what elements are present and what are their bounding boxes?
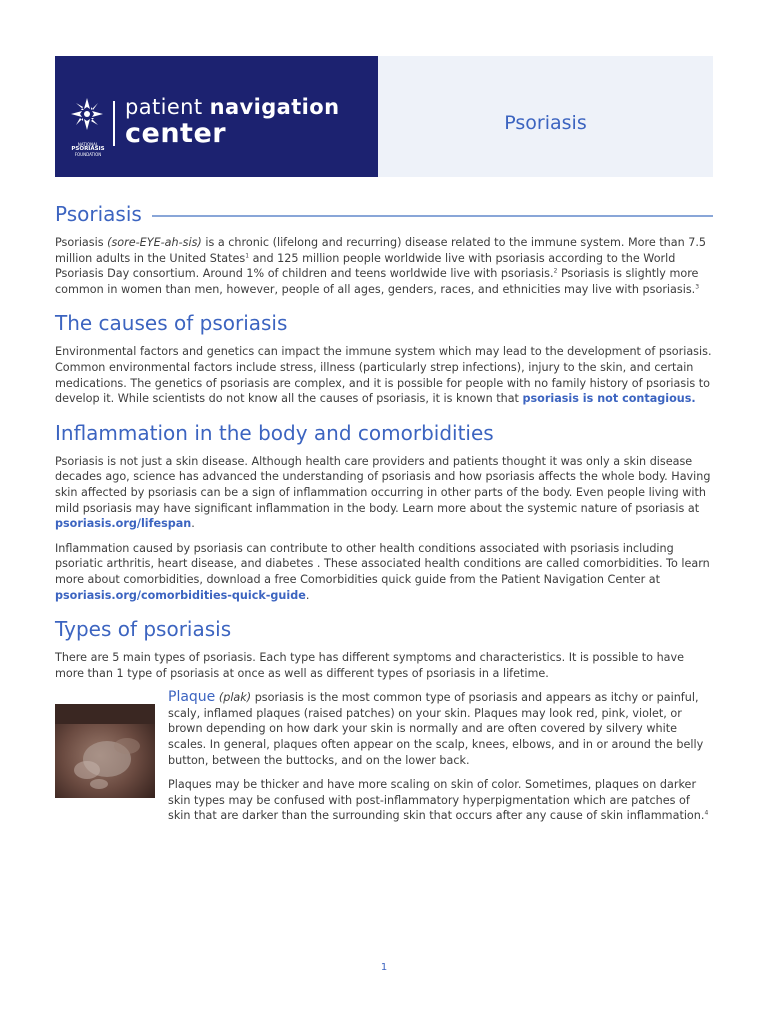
logo-divider <box>113 101 115 146</box>
logo-caption-bottom: FOUNDATION <box>74 152 102 157</box>
plaque-paragraph-1: Plaque (plak) psoriasis is the most common type of psoriasis and appears as itchy or painful, scaly, inflamed plaques (raised patches) on your skin. Plaques may look red, pink, violet, or brown depending on how dark your skin is normally and are often covered by silvery white scales. In general, plaques often appear on the scalp, knees, elbows, and in or around the belly button, between the buttocks, and on the lower back. <box>168 689 704 767</box>
main-content <box>55 202 713 824</box>
causes-paragraph: Environmental factors and genetics can impact the immune system which may lead to the development of psoriasis. Common environmental factors include stress, illness (particularly strep infections), injury to the skin, and certain medications. The genetics of psoriasis are complex, and it is possible for people with no family history of psoriasis to develop it. While scientists do not know all the causes of psoriasis, it is known that psoriasis is not contagious. <box>55 345 712 406</box>
types-intro: There are 5 main types of psoriasis. Each type has different symptoms and characteristics. It is possible to have more than 1 type of psoriasis at once as well as different types of psoriasis in a lifetime. <box>55 651 685 680</box>
footnote-ref: 1 <box>245 251 250 259</box>
logo-caption-top: NATIONAL <box>77 142 99 147</box>
inflammation-heading: Inflammation in the body and comorbidities <box>55 420 494 445</box>
inflammation-paragraph-1: Psoriasis is not just a skin disease. Although health care providers and patients thought it was only a skin disease decades ago, science has advanced the understanding of psoriasis and how psoriasis affects the whole body. Having skin affected by psoriasis can be a sign of inflammation occurring in other parts of the body. Even people living with mild psoriasis may have significant inflammation in the body. Learn more about the systemic nature of psoriasis at psoriasis.org/lifespan. <box>55 454 711 531</box>
page-header <box>55 56 713 177</box>
inflammation-paragraph-2: Inflammation caused by psoriasis can contribute to other health conditions associated with psoriasis including psoriatic arthritis, heart disease, and diabetes . These associated health conditions are called comorbidities. To learn more about comorbidities, download a free Comorbidities quick guide from the Patient Navigation Center at psoriasis.org/comorbidities-quick-guide. <box>55 541 710 602</box>
heading-rule <box>152 215 713 217</box>
plaque-section <box>55 690 713 824</box>
not-contagious-link[interactable]: psoriasis is not contagious. <box>522 392 696 406</box>
intro-heading <box>55 202 713 226</box>
causes-heading: The causes of psoriasis <box>55 311 288 336</box>
footnote-ref: 3 <box>695 283 700 291</box>
brand-word-center: center <box>125 118 227 149</box>
footnote-ref: 2 <box>553 267 558 275</box>
header-title-panel <box>378 56 713 177</box>
brand-word-patient: patient <box>125 95 203 119</box>
footnote-ref: 4 <box>704 809 709 817</box>
logo-caption <box>67 142 109 157</box>
pronunciation: (sore-EYE-ah-sis) <box>107 236 202 249</box>
logo-caption-main: PSORIASIS <box>71 146 105 152</box>
brand-name-line1 <box>125 95 339 119</box>
brand-banner <box>55 56 378 177</box>
brand-word-navigation: navigation <box>209 95 340 119</box>
lifespan-link[interactable]: psoriasis.org/lifespan <box>55 517 192 531</box>
comorbidities-guide-link[interactable]: psoriasis.org/comorbidities-quick-guide <box>55 588 306 602</box>
plaque-pronunciation: (plak) <box>218 691 252 705</box>
plaque-text <box>168 690 713 824</box>
plaque-paragraph-2: Plaques may be thicker and have more scaling on skin of color. Sometimes, plaques on darker skin types may be confused with post-inflammatory hyperpigmentation which are patches of skin that are darker than the surrounding skin that occurs after any cause of skin inflammation.$^4$ <box>168 778 709 823</box>
types-heading: Types of psoriasis <box>55 617 232 642</box>
skin-photo-icon <box>55 704 155 798</box>
intro-heading-text: Psoriasis <box>55 202 142 226</box>
plaque-term: Plaque <box>168 689 216 706</box>
plaque-psoriasis-photo <box>55 704 155 798</box>
intro-paragraph: Psoriasis (sore-EYE-ah-sis) is a chronic (lifelong and recurring) disease related to the immune system. More than 7.5 million adults in the United States$^1$ and 125 million people worldwide live with psoriasis according to the World Psoriasis Day consortium. Around 1% of children and teens worldwide live with psoriasis.$^2$ Psoriasis is slightly more common in women than men, however, people of all ages, genders, races, and ethnicities may live with psoriasis.$^3$ <box>55 236 707 296</box>
header-title: Psoriasis <box>504 112 587 134</box>
page-number: 1 <box>380 962 388 973</box>
